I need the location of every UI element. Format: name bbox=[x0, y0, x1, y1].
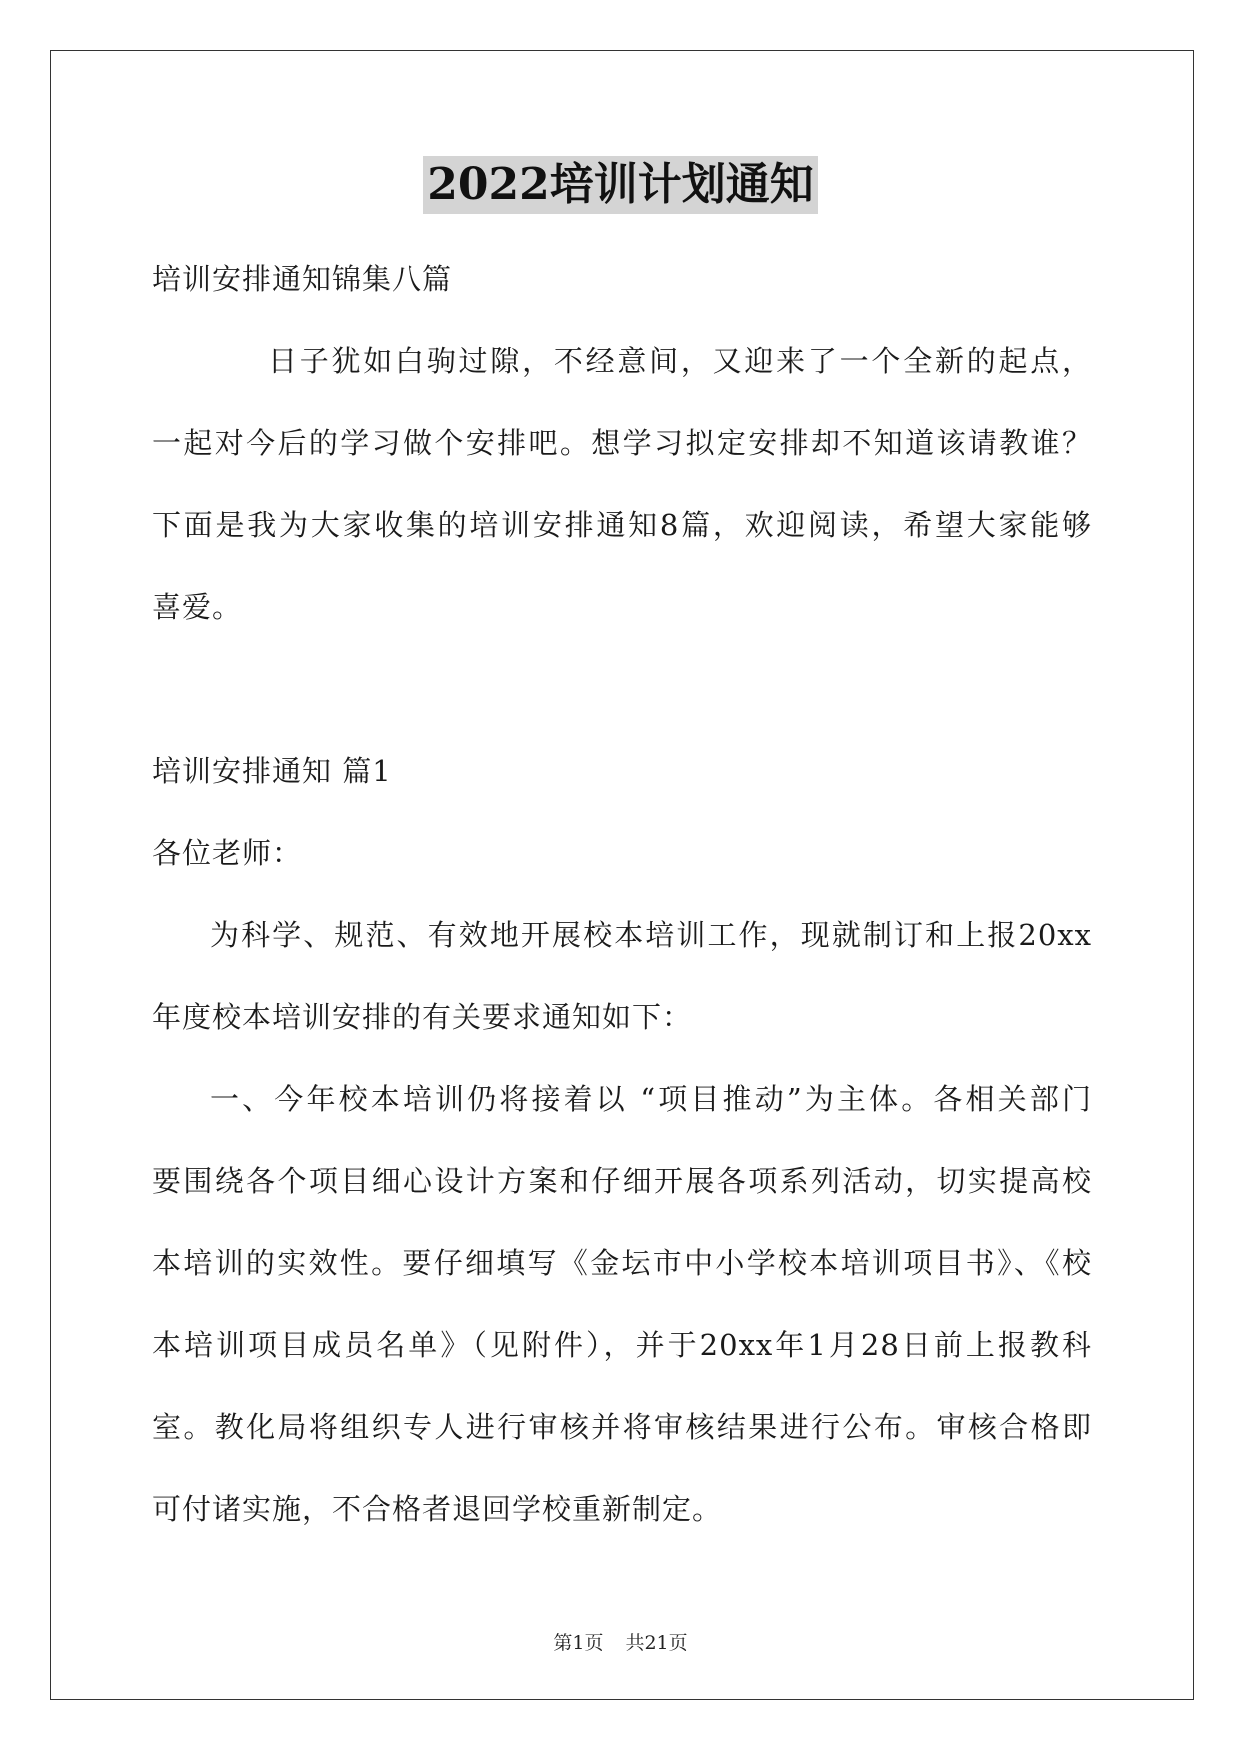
section-heading: 培训安排通知 篇1 bbox=[152, 754, 392, 788]
para2-line-6: 可付诸实施，不合格者退回学校重新制定。 bbox=[152, 1492, 723, 1526]
page-number: 第1页 bbox=[553, 1632, 604, 1654]
intro-line-3: 下面是我为大家收集的培训安排通知8篇，欢迎阅读，希望大家能够 bbox=[152, 508, 1092, 542]
document-body bbox=[152, 238, 1092, 1550]
blank-line bbox=[152, 648, 1092, 730]
title-container bbox=[0, 156, 1241, 214]
para2-line-4: 本培训项目成员名单》（见附件），并于20xx年1月28日前上报教科 bbox=[152, 1328, 1092, 1362]
para2-line-5: 室。教化局将组织专人进行审核并将审核结果进行公布。审核合格即 bbox=[152, 1410, 1092, 1444]
intro-line-4: 喜爱。 bbox=[152, 590, 243, 624]
document-title: 2022培训计划通知 bbox=[423, 156, 817, 214]
para2-line-3: 本培训的实效性。要仔细填写《金坛市中小学校本培训项目书》、《校 bbox=[152, 1246, 1092, 1280]
para2-line-2: 要围绕各个项目细心设计方案和仔细开展各项系列活动，切实提高校 bbox=[152, 1164, 1092, 1198]
para1-line-2: 年度校本培训安排的有关要求通知如下： bbox=[152, 1000, 693, 1034]
para1-line-1: 为科学、规范、有效地开展校本培训工作，现就制订和上报20xx bbox=[210, 918, 1092, 952]
page-footer bbox=[0, 1628, 1241, 1655]
intro-line-1: 日子犹如白驹过隙，不经意间，又迎来了一个全新的起点， bbox=[268, 344, 1092, 378]
salutation: 各位老师： bbox=[152, 836, 303, 870]
page-total: 共21页 bbox=[625, 1632, 688, 1654]
subtitle-line: 培训安排通知锦集八篇 bbox=[152, 262, 453, 296]
para2-line-1: 一、今年校本培训仍将接着以 “项目推动”为主体。各相关部门 bbox=[210, 1082, 1092, 1116]
intro-line-2: 一起对今后的学习做个安排吧。想学习拟定安排却不知道该请教谁？ bbox=[152, 426, 1092, 460]
